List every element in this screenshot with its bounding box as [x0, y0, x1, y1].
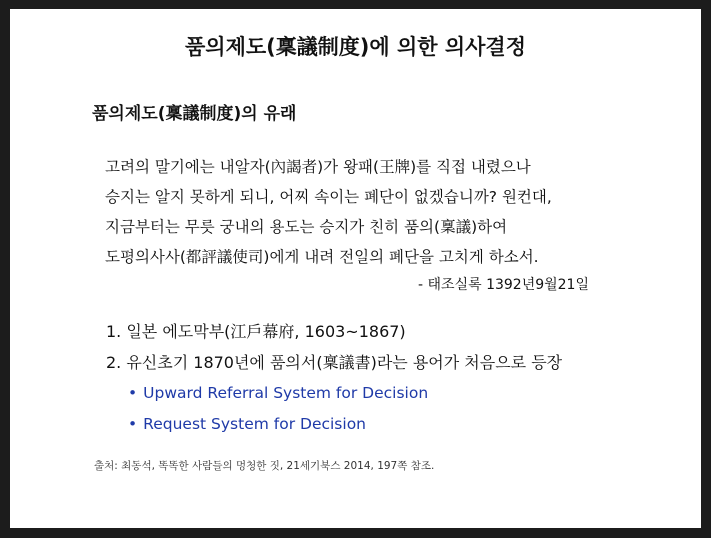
list-item: 2. 유신초기 1870년에 품의서(稟議書)라는 용어가 처음으로 등장	[106, 353, 563, 372]
quote-block	[105, 152, 552, 272]
section-heading: 품의제도(稟議制度)의 유래	[92, 104, 297, 124]
bullet-text: Request System for Decision	[143, 415, 366, 433]
quote-line: 도평의사사(都評議使司)에게 내려 전일의 폐단을 고치게 하소서.	[105, 248, 539, 266]
slide-title: 품의제도(稟議制度)에 의한 의사결정	[185, 35, 526, 59]
list-item: 1. 일본 에도막부(江戶幕府, 1603~1867)	[106, 322, 406, 341]
quote-line: 승지는 알지 못하게 되니, 어찌 속이는 폐단이 없겠습니까? 원컨대,	[105, 188, 552, 206]
bullet-item	[128, 378, 562, 409]
quote-line: 고려의 말기에는 내알자(內謁者)가 왕패(王牌)를 직접 내렸으나	[105, 158, 531, 176]
bullet-item	[128, 409, 562, 440]
bullet-dot-icon: •	[128, 384, 138, 402]
quote-source: - 태조실록 1392년9월21일	[418, 277, 589, 293]
slide	[10, 9, 701, 528]
footnote: 출처: 최동석, 똑똑한 사람들의 멍청한 짓, 21세기북스 2014, 197쪽 참조.	[94, 460, 435, 472]
bullet-dot-icon: •	[128, 415, 138, 433]
numbered-list	[106, 316, 562, 440]
bullet-text: Upward Referral System for Decision	[143, 384, 429, 402]
quote-line: 지금부터는 무릇 궁내의 용도는 승지가 친히 품의(稟議)하여	[105, 218, 508, 236]
